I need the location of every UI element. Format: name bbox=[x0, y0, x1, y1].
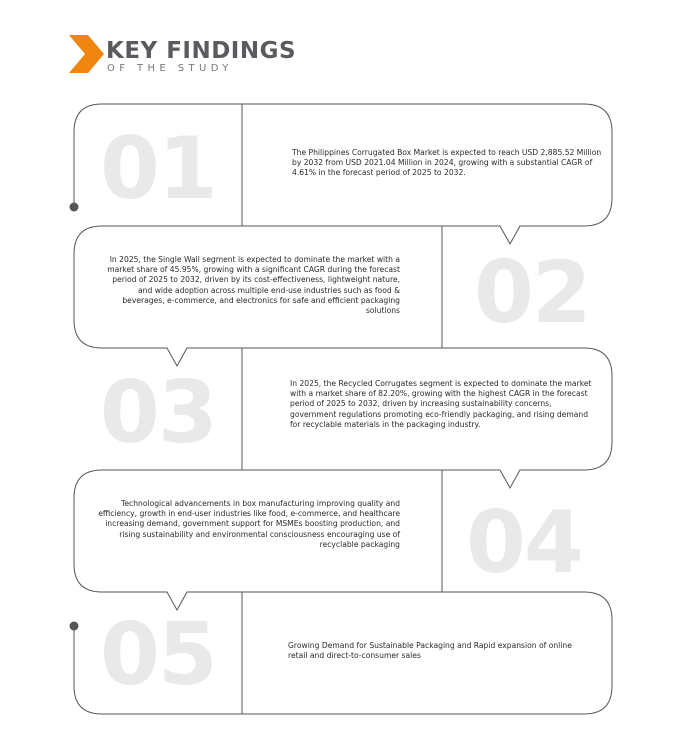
path-start-dot bbox=[70, 203, 79, 212]
finding-number-03: 03 bbox=[100, 363, 216, 463]
finding-text-02: In 2025, the Single Wall segment is expected to dominate the market with a market share of 45.95%, growing with a significant CAGR during the forecast period of 2025 to 2032, driven by its cost-effectiveness, lightweight nature, and wide adoption across multiple end-use industries such as food & beverages, e-commerce, and electronics for safe and efficient packaging solutions bbox=[107, 255, 400, 316]
finding-text-03: In 2025, the Recycled Corrugates segment is expected to dominate the market with a market share of 82.20%, growing with the highest CAGR in the forecast period of 2025 to 2032, driven by increasing sustainability concerns, government regulations promoting eco-friendly packaging, and rising demand for recyclable materials in the packaging industry. bbox=[290, 379, 592, 429]
path-end-dot bbox=[70, 622, 79, 631]
page-title: KEY FINDINGS bbox=[106, 38, 297, 64]
finding-text-04: Technological advancements in box manufacturing improving quality and efficiency, growth in end-user industries like food, e-commerce, and healthcare increasing demand, government support for MSMEs boosting production, and rising sustainability and environmental consciousness encouraging use of recyclable packaging bbox=[98, 499, 400, 549]
finding-number-05: 05 bbox=[100, 605, 216, 705]
page-subtitle: OF THE STUDY bbox=[107, 63, 233, 74]
chevron-logo-icon bbox=[69, 35, 104, 73]
finding-text-01: The Philippines Corrugated Box Market is expected to reach USD 2,885.52 Million by 2032 from USD 2021.04 Million in 2024, growing with a substantial CAGR of 4.61% in the forecast period of 2025 to 2032. bbox=[292, 148, 602, 178]
finding-number-01: 01 bbox=[100, 119, 216, 219]
finding-number-02: 02 bbox=[474, 243, 590, 343]
finding-number-04: 04 bbox=[466, 493, 582, 593]
finding-text-05: Growing Demand for Sustainable Packaging and Rapid expansion of online retail and direct-to-consumer sales bbox=[288, 641, 572, 661]
